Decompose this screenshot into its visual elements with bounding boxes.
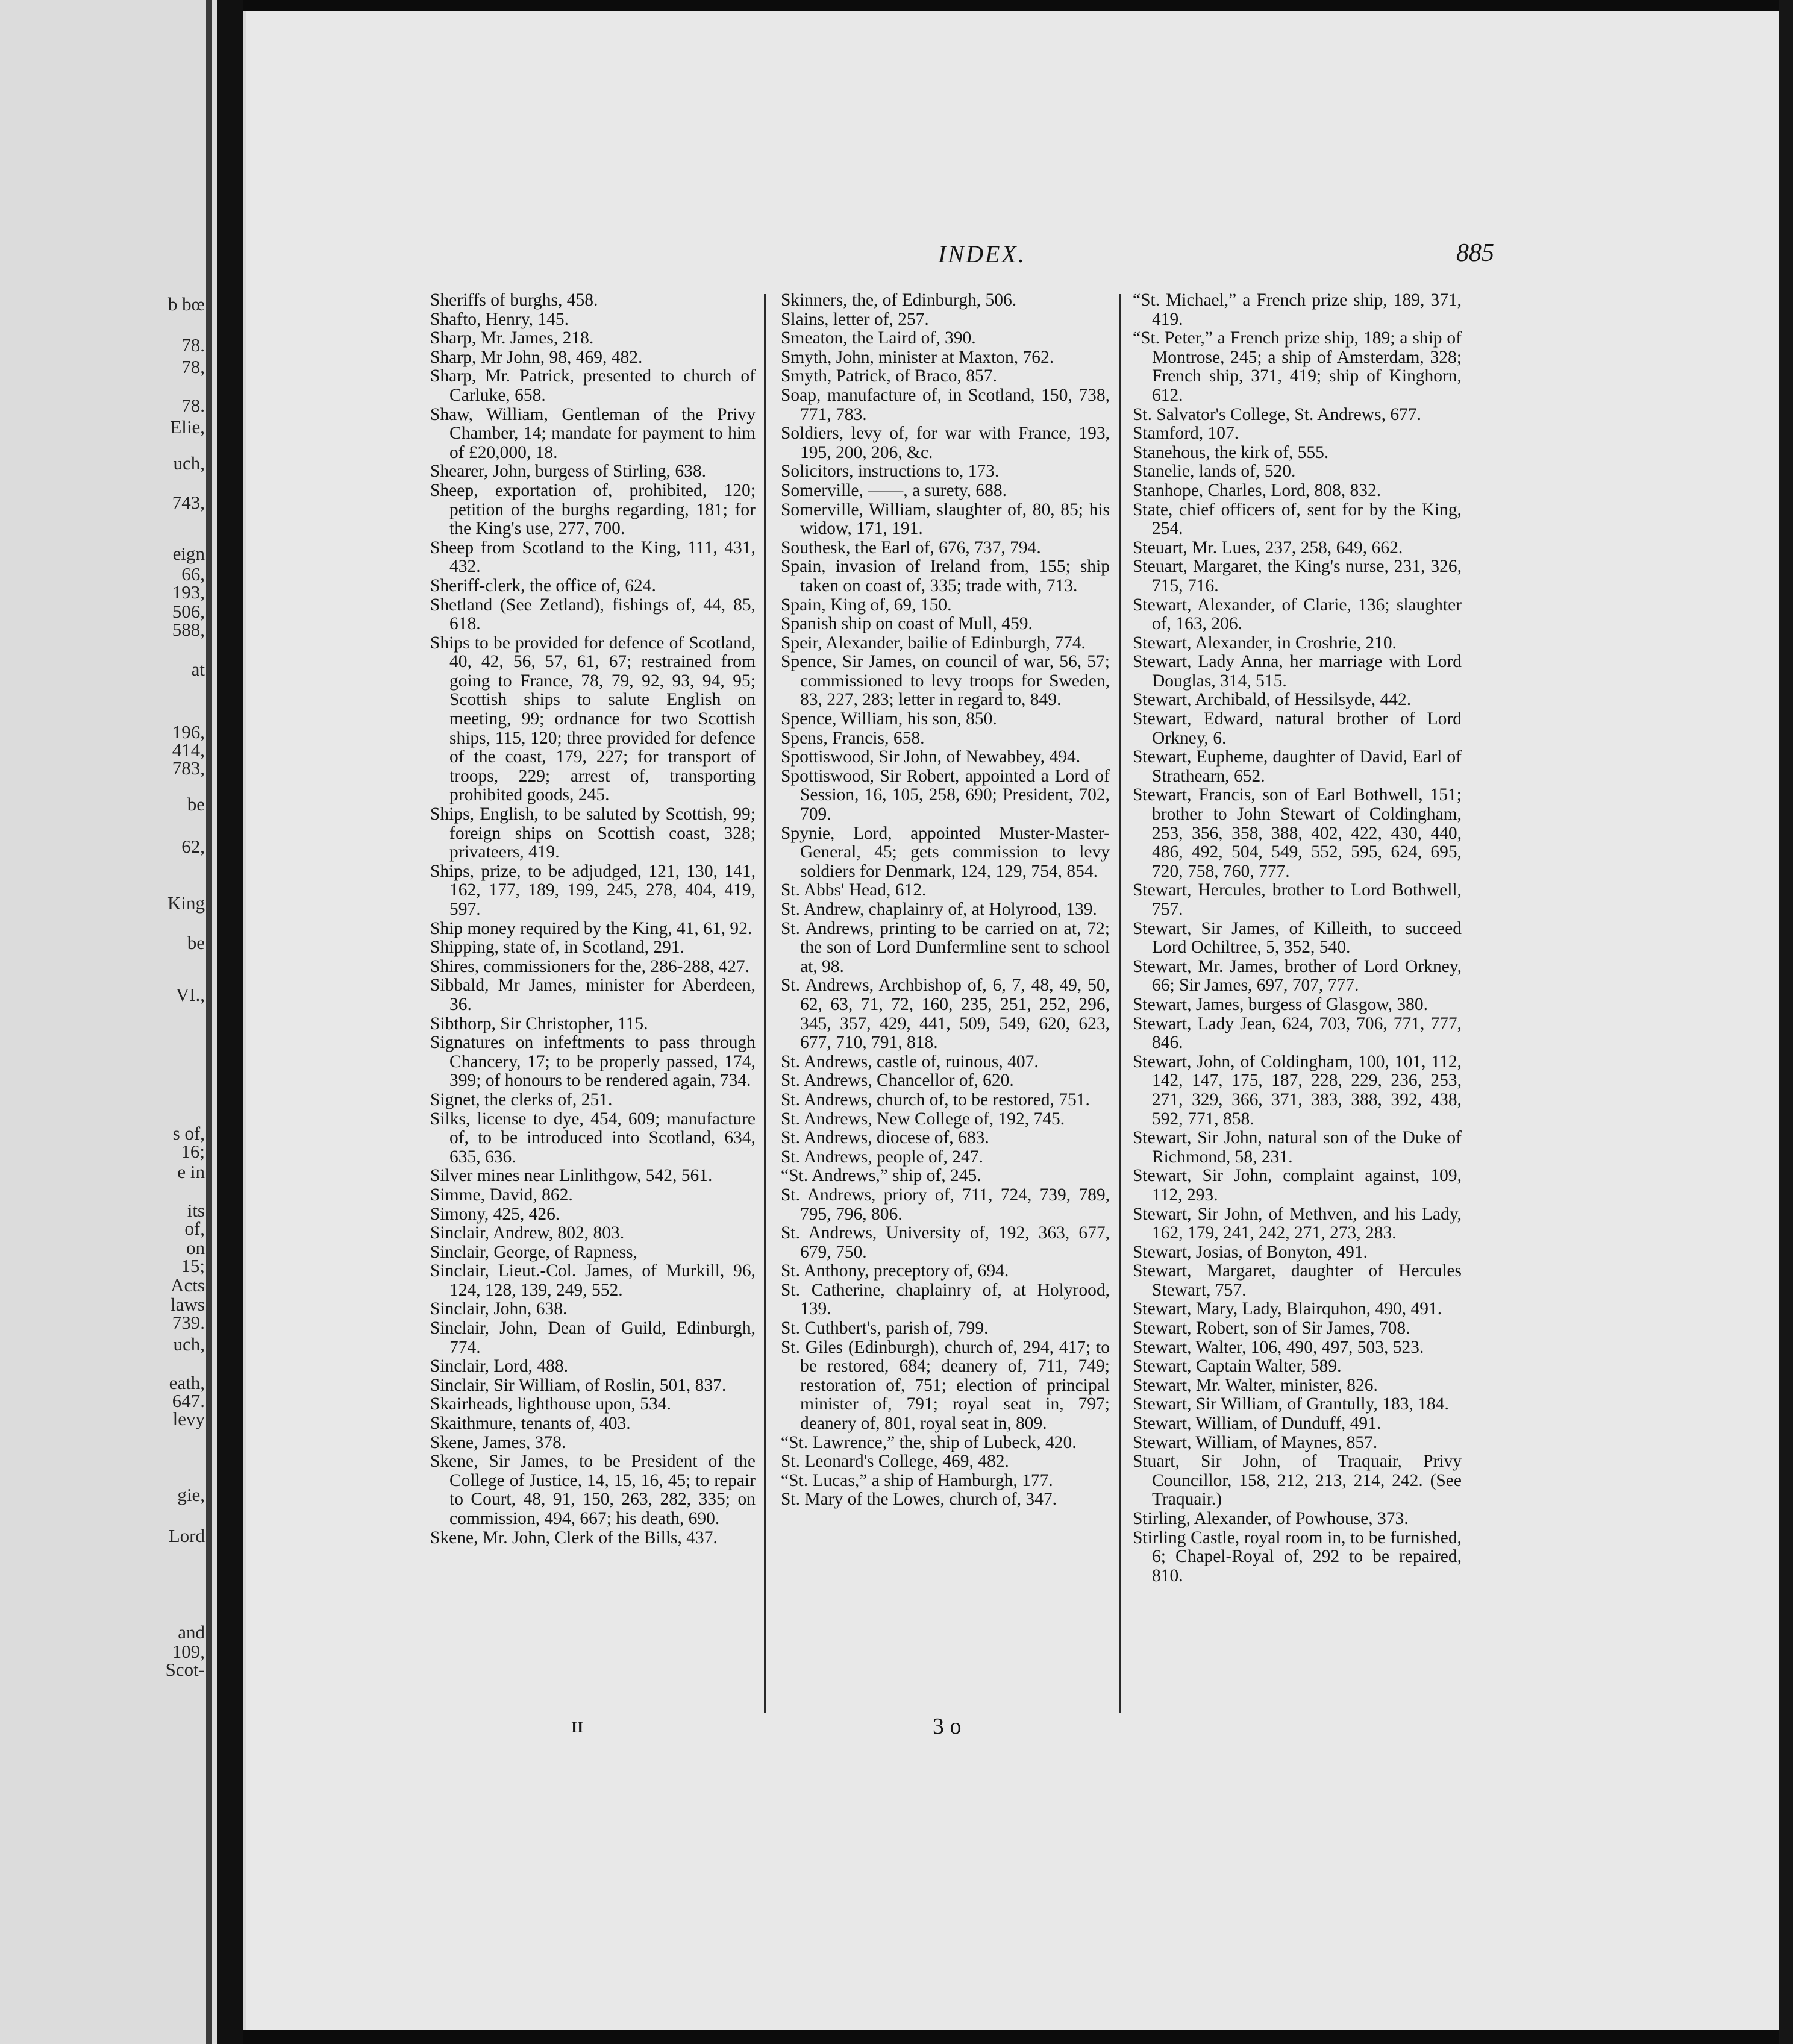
- index-entry: “St. Michael,” a French prize ship, 189, 371, 419.: [1133, 290, 1462, 329]
- index-entry: Stewart, Sir John, complaint against, 109, 112, 293.: [1133, 1166, 1462, 1205]
- index-entry: Silver mines near Linlithgow, 542, 561.: [430, 1166, 713, 1186]
- index-entry: Stewart, Walter, 106, 490, 497, 503, 523.: [1133, 1337, 1424, 1357]
- column-rule: [1119, 294, 1121, 1713]
- index-entry: Stanehous, the kirk of, 555.: [1133, 442, 1329, 462]
- index-entry: Signet, the clerks of, 251.: [430, 1089, 613, 1109]
- index-entry: Sinclair, Lieut.-Col. James, of Murkill, 96, 124, 128, 139, 249, 552.: [430, 1261, 756, 1300]
- index-entry: Somerville, William, slaughter of, 80, 85; his widow, 171, 191.: [781, 500, 1110, 539]
- left-page-fragment: s of,: [172, 1123, 205, 1144]
- signature-mark: II: [571, 1719, 584, 1736]
- index-entry: St. Cuthbert's, parish of, 799.: [781, 1318, 989, 1338]
- index-entry: Stewart, Mr. Walter, minister, 826.: [1133, 1375, 1378, 1395]
- left-page-fragment: 62,: [181, 836, 205, 857]
- index-entry: Sinclair, John, Dean of Guild, Edinburgh, 774.: [430, 1318, 756, 1357]
- index-entry: Stewart, John, of Coldingham, 100, 101, 112, 142, 147, 175, 187, 228, 229, 236, 253, 271, 329, 366, 371, 383, 388, 392, 438, 592, 771, 858.: [1133, 1052, 1462, 1129]
- index-entry: St. Andrews, University of, 192, 363, 677, 679, 750.: [781, 1223, 1110, 1262]
- left-page-fragment: 78,: [181, 356, 205, 377]
- index-entry: Sinclair, John, 638.: [430, 1299, 568, 1319]
- index-entry: Southesk, the Earl of, 676, 737, 794.: [781, 538, 1041, 557]
- index-entry: Smyth, John, minister at Maxton, 762.: [781, 347, 1054, 367]
- left-page-fragment: eign: [172, 543, 205, 564]
- index-entry: Ships to be provided for defence of Scotland, 40, 42, 56, 57, 61, 67; restrained from going to France, 78, 79, 92, 93, 94, 95; Scottish ships to salute English on meeting, 99; ordnance for two Scottish ships, 115, 120; three provided for defence of the coast, 179, 227; for transport of troops, 229; arrest of, transporting prohibited goods, 245.: [430, 633, 756, 805]
- index-entry: Soap, manufacture of, in Scotland, 150, 738, 771, 783.: [781, 385, 1110, 424]
- index-entry: Stewart, Hercules, brother to Lord Bothwell, 757.: [1133, 880, 1462, 919]
- index-entry: Simony, 425, 426.: [430, 1204, 560, 1224]
- left-page-fragment: 647.: [172, 1390, 205, 1411]
- index-entry: Spynie, Lord, appointed Muster-Master-General, 45; gets commission to levy soldiers for Denmark, 124, 129, 754, 854.: [781, 823, 1110, 881]
- index-entry: Stewart, Alexander, of Clarie, 136; slaughter of, 163, 206.: [1133, 595, 1462, 634]
- index-entry: St. Andrews, Archbishop of, 6, 7, 48, 49, 50, 62, 63, 71, 72, 160, 235, 251, 252, 296, 345, 357, 429, 441, 509, 549, 620, 623, 677, 710, 791, 818.: [781, 976, 1110, 1053]
- index-entry: Shaw, William, Gentleman of the Privy Chamber, 14; mandate for payment to him of £20,000, 18.: [430, 404, 756, 462]
- index-entry: St. Catherine, chaplainry of, at Holyrood, 139.: [781, 1280, 1110, 1319]
- index-entry: Spottiswood, Sir John, of Newabbey, 494.: [781, 747, 1081, 767]
- index-entry: Ship money required by the King, 41, 61, 92.: [430, 918, 753, 938]
- index-entry: St. Mary of the Lowes, church of, 347.: [781, 1490, 1057, 1509]
- index-entry: Stewart, Captain Walter, 589.: [1133, 1356, 1342, 1376]
- index-entry: Somerville, ——, a surety, 688.: [781, 480, 1007, 500]
- index-entry: St. Andrews, castle of, ruinous, 407.: [781, 1052, 1039, 1071]
- index-entry: Stewart, Sir John, natural son of the Duke of Richmond, 58, 231.: [1133, 1128, 1462, 1167]
- index-entry: Stewart, Lady Jean, 624, 703, 706, 771, 777, 846.: [1133, 1014, 1462, 1053]
- index-entry: Stewart, Robert, son of Sir James, 708.: [1133, 1318, 1410, 1338]
- index-entry: Sheriff-clerk, the office of, 624.: [430, 575, 656, 595]
- left-page-fragment: Elie,: [170, 416, 205, 437]
- left-page-fragment: eath,: [169, 1372, 205, 1393]
- left-page-fragment: laws: [171, 1294, 205, 1315]
- column-rule: [764, 294, 766, 1713]
- index-entry: “St. Lucas,” a ship of Hamburgh, 177.: [781, 1470, 1053, 1490]
- index-entry: Sheep from Scotland to the King, 111, 431, 432.: [430, 538, 756, 577]
- index-entry: Sibthorp, Sir Christopher, 115.: [430, 1014, 648, 1033]
- left-page-fragment: 506,: [172, 601, 205, 622]
- index-entry: Skaithmure, tenants of, 403.: [430, 1414, 631, 1434]
- index-entry: Stewart, Archibald, of Hessilsyde, 442.: [1133, 690, 1412, 710]
- left-page-fragment: 78.: [181, 334, 205, 356]
- index-entry: St. Giles (Edinburgh), church of, 294, 417; to be restored, 684; deanery of, 711, 749; restoration of, 751; election of principal minister of, 791; royal seat in, 797; deanery of, 801, royal seat in, 809.: [781, 1337, 1110, 1434]
- index-entry: Soldiers, levy of, for war with France, 193, 195, 200, 206, &c.: [781, 424, 1110, 462]
- left-page-fragment: 15;: [181, 1255, 205, 1276]
- index-entry: Shafto, Henry, 145.: [430, 309, 569, 329]
- index-entry: Stanhope, Charles, Lord, 808, 832.: [1133, 480, 1382, 500]
- left-page-fragment: levy: [172, 1408, 205, 1429]
- index-entry: Shires, commissioners for the, 286-288, 427.: [430, 956, 750, 976]
- left-page-fragment: at: [191, 659, 205, 680]
- index-entry: Sheriffs of burghs, 458.: [430, 290, 598, 310]
- index-column-1: [430, 291, 756, 1547]
- index-entry: Spanish ship on coast of Mull, 459.: [781, 614, 1033, 634]
- index-entry: St. Salvator's College, St. Andrews, 677.: [1133, 404, 1421, 424]
- index-entry: “St. Peter,” a French prize ship, 189; a ship of Montrose, 245; a ship of Amsterdam, 328; French ship, 371, 419; ship of Kinghorn, 612.: [1133, 328, 1462, 405]
- left-page-fragment: 743,: [172, 492, 205, 513]
- index-entry: Stewart, Mr. James, brother of Lord Orkney, 66; Sir James, 697, 707, 777.: [1133, 956, 1462, 995]
- index-entry: Skinners, the, of Edinburgh, 506.: [781, 290, 1017, 310]
- index-entry: Stewart, Edward, natural brother of Lord Orkney, 6.: [1133, 709, 1462, 748]
- gutter: [217, 0, 243, 2044]
- index-entry: Stewart, Sir James, of Killeith, to succeed Lord Ochiltree, 5, 352, 540.: [1133, 918, 1462, 958]
- index-entry: Slains, letter of, 257.: [781, 309, 929, 329]
- index-entry: Stirling Castle, royal room in, to be furnished, 6; Chapel-Royal of, 292 to be repaired, 810.: [1133, 1528, 1462, 1585]
- left-page-fragment: gie,: [177, 1484, 205, 1505]
- index-entry: St. Andrew, chaplainry of, at Holyrood, 139.: [781, 900, 1097, 919]
- left-page-fragment: uch,: [173, 1334, 205, 1355]
- index-entry: Stamford, 107.: [1133, 424, 1239, 444]
- left-page-fragment: 414,: [172, 739, 205, 760]
- left-page-fragment: 66,: [181, 563, 205, 585]
- index-entry: Ships, English, to be saluted by Scottish, 99; foreign ships on Scottish coast, 328; privateers, 419.: [430, 804, 756, 862]
- index-entry: St. Leonard's College, 469, 482.: [781, 1452, 1009, 1472]
- index-entry: Skairheads, lighthouse upon, 534.: [430, 1394, 671, 1414]
- running-head: INDEX.: [938, 240, 1026, 268]
- index-entry: St. Andrews, people of, 247.: [781, 1147, 983, 1167]
- index-entry: Stewart, Mary, Lady, Blairquhon, 490, 491.: [1133, 1299, 1442, 1319]
- index-entry: Skene, James, 378.: [430, 1432, 566, 1452]
- index-entry: St. Andrews, priory of, 711, 724, 739, 789, 795, 796, 806.: [781, 1185, 1110, 1224]
- index-entry: Shetland (See Zetland), fishings of, 44, 85, 618.: [430, 595, 756, 634]
- index-entry: St. Abbs' Head, 612.: [781, 880, 927, 900]
- left-page-fragment: 196,: [172, 721, 205, 742]
- left-page-fragment: 783,: [172, 757, 205, 779]
- left-page-fragment: 78.: [181, 395, 205, 416]
- right-page-edge: [1779, 0, 1793, 2044]
- index-entry: Stewart, Francis, son of Earl Bothwell, 151; brother to John Stewart of Coldingham, 253, 356, 358, 388, 402, 422, 430, 440, 486, 492, 504, 549, 552, 595, 624, 695, 720, 758, 760, 777.: [1133, 785, 1462, 881]
- index-entry: Silks, license to dye, 454, 609; manufacture of, to be introduced into Scotland, 634, 635, 636.: [430, 1109, 756, 1167]
- left-page-fragment: Lord: [168, 1525, 205, 1546]
- index-entry: Stuart, Sir John, of Traquair, Privy Councillor, 158, 212, 213, 214, 242. (See Traquair.): [1133, 1452, 1462, 1509]
- index-entry: Spain, King of, 69, 150.: [781, 595, 952, 615]
- index-entry: Solicitors, instructions to, 173.: [781, 462, 1000, 481]
- index-entry: Stewart, William, of Dunduff, 491.: [1133, 1414, 1382, 1434]
- index-entry: Stirling, Alexander, of Powhouse, 373.: [1133, 1509, 1409, 1528]
- index-entry: Stanelie, lands of, 520.: [1133, 462, 1296, 481]
- index-entry: Smyth, Patrick, of Braco, 857.: [781, 366, 997, 386]
- sheet-mark: 3 o: [933, 1714, 962, 1739]
- index-entry: Steuart, Margaret, the King's nurse, 231, 326, 715, 716.: [1133, 557, 1462, 595]
- index-entry: Sheep, exportation of, prohibited, 120; petition of the burghs regarding, 181; for the King's use, 277, 700.: [430, 480, 756, 539]
- index-entry: Stewart, Josias, of Bonyton, 491.: [1133, 1242, 1368, 1262]
- index-column-3: [1133, 291, 1462, 1585]
- binding-shadow: [206, 0, 212, 2044]
- left-page-fragment: 193,: [172, 582, 205, 603]
- index-entry: Stewart, Margaret, daughter of Hercules Stewart, 757.: [1133, 1261, 1462, 1300]
- index-entry: State, chief officers of, sent for by the King, 254.: [1133, 500, 1462, 539]
- index-entry: Sinclair, Sir William, of Roslin, 501, 837.: [430, 1375, 727, 1395]
- index-column-2: [781, 291, 1110, 1509]
- index-entry: Shearer, John, burgess of Stirling, 638.: [430, 462, 706, 481]
- index-entry: Skene, Mr. John, Clerk of the Bills, 437.: [430, 1528, 718, 1547]
- left-page-fragment: its: [187, 1200, 205, 1221]
- left-page-fragment: uch,: [173, 453, 205, 474]
- index-entry: Simme, David, 862.: [430, 1185, 573, 1205]
- index-entry: Stewart, Sir William, of Grantully, 183, 184.: [1133, 1394, 1449, 1414]
- index-entry: Spain, invasion of Ireland from, 155; ship taken on coast of, 335; trade with, 713.: [781, 557, 1110, 595]
- left-page-fragment: b bœ: [167, 293, 205, 315]
- index-entry: “St. Lawrence,” the, ship of Lubeck, 420.: [781, 1432, 1077, 1452]
- index-entry: Skene, Sir James, to be President of the College of Justice, 14, 15, 16, 45; to repair to Court, 48, 91, 150, 263, 282, 335; on commission, 494, 667; his death, 690.: [430, 1452, 756, 1528]
- index-entry: Stewart, Sir John, of Methven, and his Lady, 162, 179, 241, 242, 271, 273, 283.: [1133, 1204, 1462, 1243]
- index-entry: Sinclair, Andrew, 802, 803.: [430, 1223, 625, 1243]
- left-page-fragment: 739.: [172, 1312, 205, 1333]
- index-entry: Spence, William, his son, 850.: [781, 709, 997, 729]
- index-entry: Stewart, William, of Maynes, 857.: [1133, 1432, 1378, 1452]
- index-entry: Spens, Francis, 658.: [781, 728, 925, 748]
- index-entry: St. Andrews, New College of, 192, 745.: [781, 1109, 1065, 1129]
- index-entry: St. Andrews, Chancellor of, 620.: [781, 1071, 1014, 1091]
- index-entry: Sibbald, Mr James, minister for Aberdeen, 36.: [430, 976, 756, 1014]
- left-page-fragment: be: [187, 932, 205, 953]
- index-entry: Sharp, Mr. Patrick, presented to church of Carluke, 658.: [430, 366, 756, 405]
- index-entry: Spence, Sir James, on council of war, 56, 57; commissioned to levy troops for Sweden, 83, 227, 283; letter in regard to, 849.: [781, 652, 1110, 710]
- left-page-fragment: of,: [184, 1218, 205, 1239]
- page-number: 885: [1456, 239, 1494, 267]
- index-entry: Ships, prize, to be adjudged, 121, 130, 141, 162, 177, 189, 199, 245, 278, 404, 419, 597.: [430, 861, 756, 919]
- index-entry: Steuart, Mr. Lues, 237, 258, 649, 662.: [1133, 538, 1403, 557]
- left-page-edge: [0, 0, 217, 2044]
- index-entry: Speir, Alexander, bailie of Edinburgh, 774.: [781, 633, 1086, 653]
- index-entry: St. Andrews, diocese of, 683.: [781, 1128, 989, 1148]
- index-entry: Sharp, Mr John, 98, 469, 482.: [430, 347, 643, 367]
- index-entry: St. Anthony, preceptory of, 694.: [781, 1261, 1009, 1281]
- left-page-fragment: King: [167, 892, 205, 914]
- index-entry: Signatures on infeftments to pass through Chancery, 17; to be properly passed, 174, 399; of honours to be rendered again, 734.: [430, 1033, 756, 1091]
- left-page-fragment: 16;: [181, 1141, 205, 1162]
- index-entry: Spottiswood, Sir Robert, appointed a Lord of Session, 16, 105, 258, 690; President, 702, 709.: [781, 766, 1110, 824]
- left-page-fragment: 109,: [172, 1641, 205, 1662]
- left-page-fragment: Acts: [171, 1274, 205, 1296]
- left-page-fragment: 588,: [172, 619, 205, 640]
- index-entry: Sharp, Mr. James, 218.: [430, 328, 594, 348]
- index-entry: St. Andrews, church of, to be restored, 751.: [781, 1089, 1090, 1109]
- index-entry: St. Andrews, printing to be carried on at, 72; the son of Lord Dunfermline sent to school at, 98.: [781, 918, 1110, 976]
- index-entry: Shipping, state of, in Scotland, 291.: [430, 938, 684, 958]
- index-entry: Stewart, James, burgess of Glasgow, 380.: [1133, 994, 1428, 1014]
- left-page-fragment: e in: [177, 1161, 205, 1182]
- left-page-fragment: and: [178, 1622, 205, 1643]
- left-page-fragment: on: [186, 1237, 205, 1258]
- left-page-fragment: be: [187, 794, 205, 815]
- left-page-fragment: Scot-: [165, 1659, 205, 1680]
- index-entry: Smeaton, the Laird of, 390.: [781, 328, 976, 348]
- index-entry: “St. Andrews,” ship of, 245.: [781, 1166, 981, 1186]
- index-entry: Stewart, Alexander, in Croshrie, 210.: [1133, 633, 1397, 653]
- index-entry: Stewart, Eupheme, daughter of David, Earl of Strathearn, 652.: [1133, 747, 1462, 786]
- index-entry: Stewart, Lady Anna, her marriage with Lord Douglas, 314, 515.: [1133, 652, 1462, 691]
- index-entry: Sinclair, George, of Rapness,: [430, 1242, 638, 1262]
- left-page-fragment: VI.,: [175, 984, 205, 1005]
- index-entry: Sinclair, Lord, 488.: [430, 1356, 569, 1376]
